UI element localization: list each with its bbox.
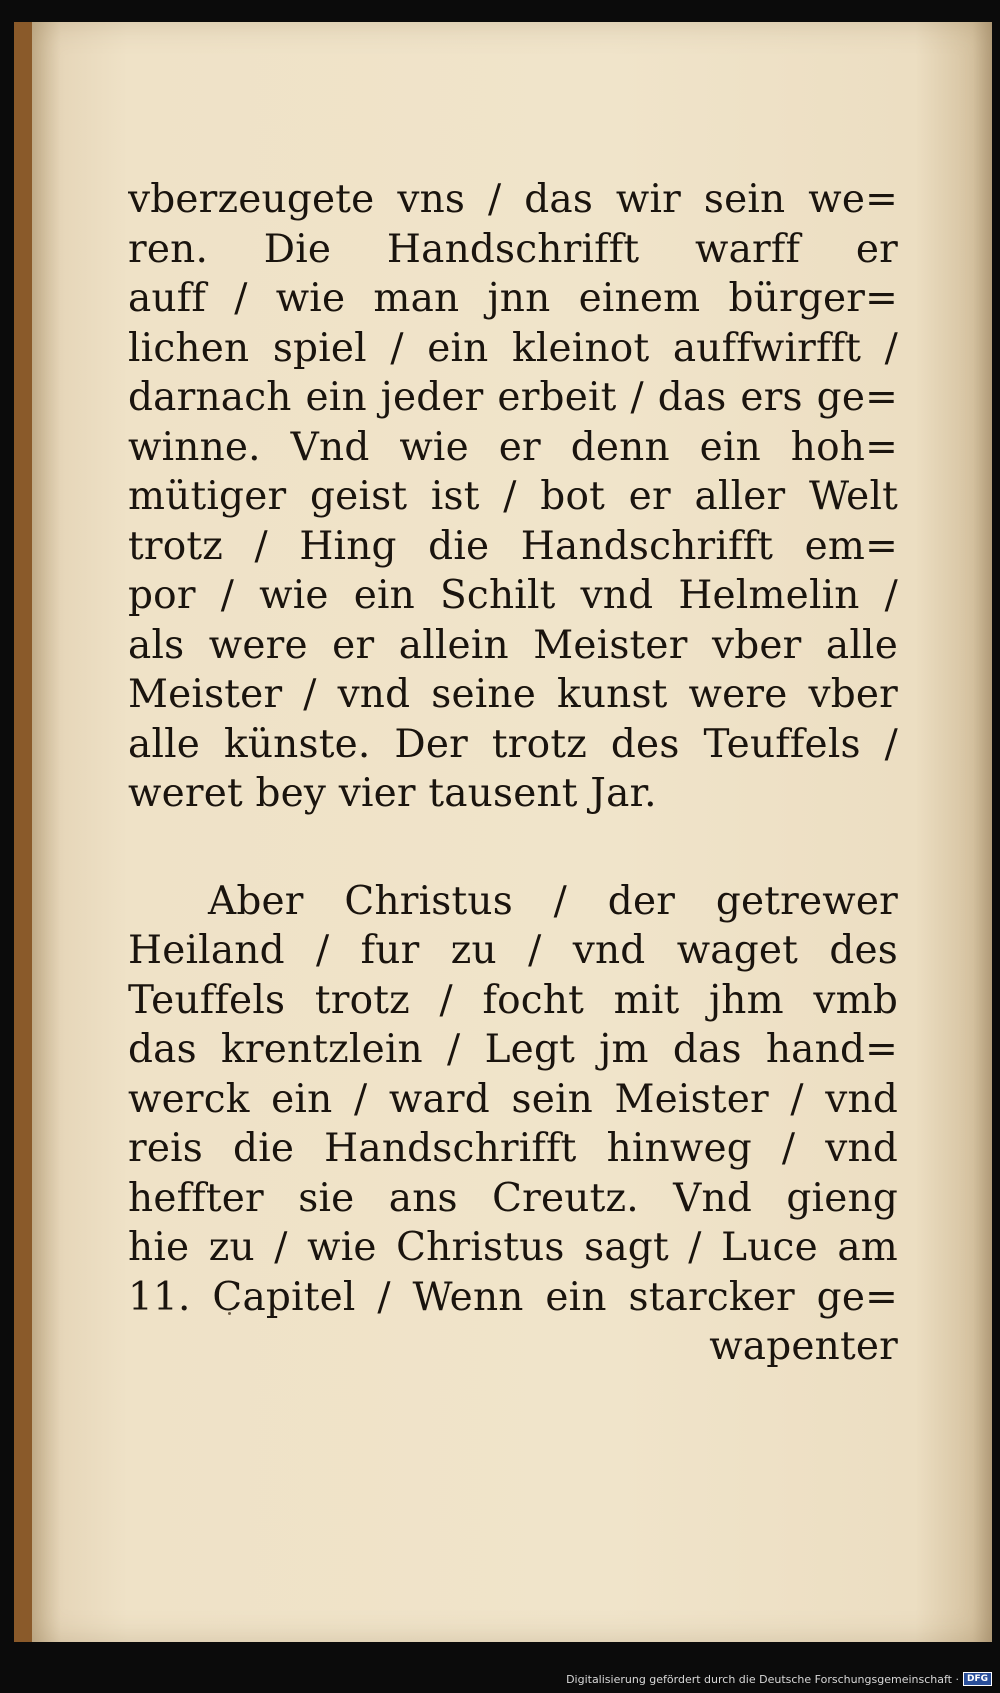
catchword: wapenter <box>709 1324 898 1369</box>
text-line: mütiger geist ist / bot er aller Welt <box>128 474 898 519</box>
text-line: Teuffels trotz / focht mit jhm vmb <box>128 977 898 1023</box>
text-line: darnach ein jeder erbeit / das ers ge= <box>128 375 898 420</box>
text-line: das krentzlein / Legt jm das hand= <box>128 1027 898 1072</box>
text-line: Heiland / fur zu / vnd waget des <box>128 928 898 973</box>
text-line: reis die Handschrifft hinweg / vnd <box>128 1126 898 1171</box>
text-line: por / wie ein Schilt vnd Helmelin / <box>128 573 898 618</box>
text-line: winne. Vnd wie er denn ein hoh= <box>128 424 898 470</box>
text-line: ren. Die Handschrifft warff er <box>128 226 898 272</box>
text-line: hie zu / wie Christus sagt / Luce am <box>128 1225 898 1270</box>
paragraph-gap <box>128 819 898 877</box>
text-line: heffter sie ans Creutz. Vnd gieng <box>128 1175 898 1221</box>
dfg-logo-icon: DFG <box>963 1672 992 1686</box>
text-line: auff / wie man jnn einem bürger= <box>128 276 898 321</box>
text-line: trotz / Hing die Handschrifft em= <box>128 523 898 569</box>
text-line: weret bey vier tausent Jar. <box>128 771 657 816</box>
text-line: Meister / vnd seine kunst were vber <box>128 672 898 717</box>
text-line: werck ein / ward sein Meister / vnd <box>128 1076 898 1122</box>
page-text <box>128 175 898 1372</box>
text-line: lichen spiel / ein kleinot auffwirfft / <box>128 325 898 371</box>
digitization-credit <box>566 1669 992 1689</box>
text-line: alle künste. Der trotz des Teuffels / <box>128 721 898 767</box>
text-line: als were er allein Meister vber alle <box>128 622 898 668</box>
text-line: Aber Christus / der getrewer <box>208 878 898 924</box>
text-line: 11. Capitel / Wenn ein starcker ge= <box>128 1274 898 1320</box>
text-line: vberzeugete vns / das wir sein we= <box>128 177 898 222</box>
credit-text: Digitalisierung gefördert durch die Deutsche Forschungsgemeinschaft · <box>566 1672 959 1686</box>
